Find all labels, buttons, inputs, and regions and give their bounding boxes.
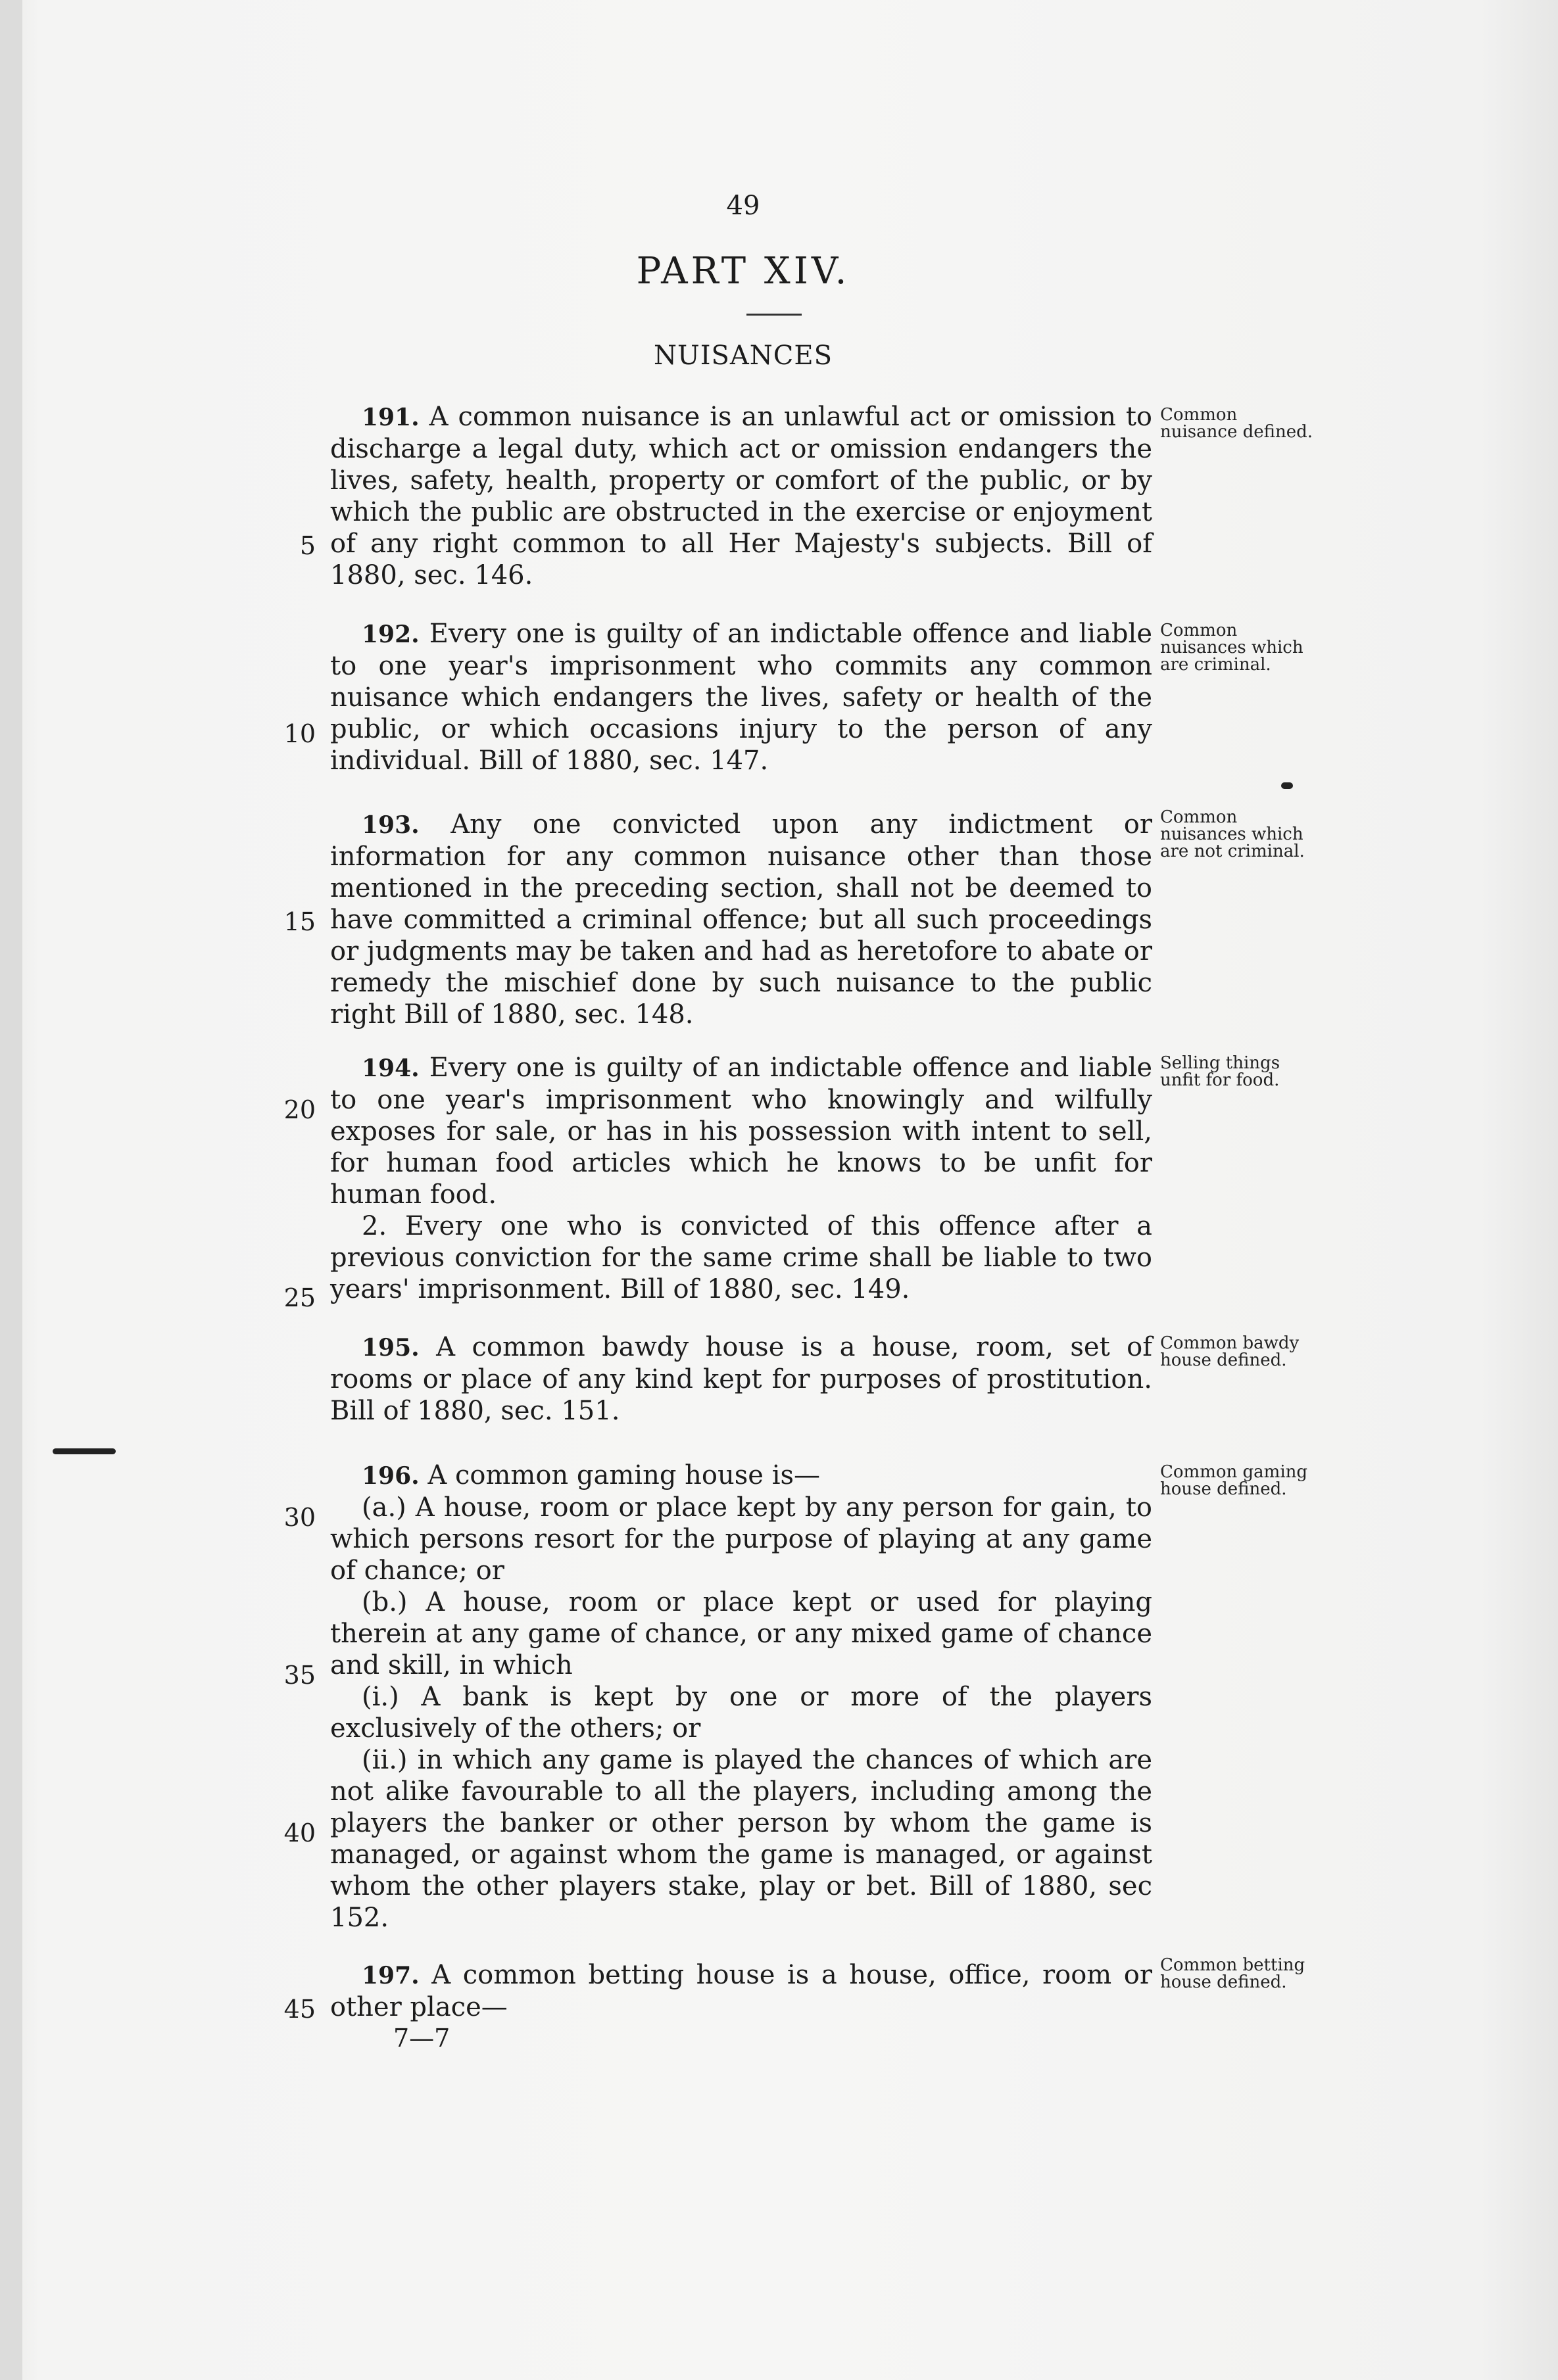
section-text: A common nuisance is an unlawful act or omission to discharge a legal duty, which act or omission endangers the lives, safety, health, property or comfort of the public, or by which the public are obstructed in the exercise or enjoyment of any right common to all Her Majesty's subjects. Bill of 1880, sec. 146.: [330, 402, 1152, 590]
title-rule: [746, 314, 802, 316]
section-heading: NUISANCES: [653, 341, 833, 371]
section-196: [330, 1460, 1152, 1934]
section-197: [330, 1959, 1152, 2023]
page-number: 49: [726, 191, 760, 221]
section-text: Any one convicted upon any indictment or information for any common nuisance other than those mentioned in the preceding section, shall not be deemed to have committed a criminal offence; but all such proceedings or judgments may be taken and had as heretofore to abate or remedy the mischief done by such nuisance to the public right Bill of 1880, sec. 148.: [330, 809, 1152, 1030]
margin-note-195: Common bawdy house defined.: [1160, 1333, 1300, 1370]
line-number: 40: [283, 1819, 316, 1847]
margin-note-191: Common nuisance defined.: [1160, 405, 1313, 442]
section-text: A common bawdy house is a house, room, set of rooms or place of any kind kept for purposes of prostitution. Bill of 1880, sec. 151.: [330, 1332, 1153, 1426]
line-number: 10: [283, 719, 316, 748]
section-number: 192.: [362, 621, 420, 648]
section-192: [330, 618, 1152, 776]
line-number: 45: [283, 1995, 316, 2024]
page-edge-shadow: [0, 0, 22, 2380]
section-subsection: 2. Every one who is convicted of this offence after a previous conviction for the same crime shall be liable to two years' imprisonment. Bill of 1880, sec. 149.: [330, 1211, 1152, 1304]
list-item: (i.) A bank is kept by one or more of the players exclusively of the others; or: [330, 1682, 1152, 1744]
line-number: 5: [299, 531, 316, 560]
signature-mark: 7—7: [393, 2024, 450, 2053]
section-193: [330, 809, 1152, 1030]
section-text: Every one is guilty of an indictable offence and liable to one year's imprisonment who knowingly and wilfully exposes for sale, or has in his possession with intent to sell, for human food articles which he knows to be unfit for human food.: [330, 1053, 1152, 1210]
section-195: [330, 1331, 1152, 1427]
section-text: A common gaming house is—: [427, 1460, 821, 1490]
ink-smudge: [53, 1448, 116, 1454]
margin-note-193: Common nuisances which are not criminal.: [1160, 807, 1305, 861]
section-number: 196.: [362, 1462, 420, 1490]
section-191: [330, 401, 1152, 591]
line-number: 25: [283, 1283, 316, 1312]
margin-note-196: Common gaming house defined.: [1160, 1462, 1308, 1499]
margin-note-194: Selling things unfit for food.: [1160, 1053, 1280, 1090]
section-194: [330, 1052, 1152, 1305]
line-number: 15: [283, 907, 316, 936]
margin-note-197: Common betting house defined.: [1160, 1955, 1305, 1992]
section-number: 193.: [362, 811, 420, 839]
section-text: Every one is guilty of an indictable offence and liable to one year's imprisonment who commits any common nuisance which endangers the lives, safety or health of the public, or which occasions injury to the person of any individual. Bill of 1880, sec. 147.: [330, 619, 1152, 776]
section-number: 197.: [362, 1962, 420, 1989]
section-number: 191.: [362, 404, 420, 431]
section-number: 194.: [362, 1055, 420, 1082]
line-number: 35: [283, 1661, 316, 1690]
section-number: 195.: [362, 1334, 420, 1362]
line-number: 20: [283, 1095, 316, 1124]
margin-note-192: Common nuisances which are criminal.: [1160, 621, 1303, 675]
section-text: A common betting house is a house, office, room or other place—: [330, 1960, 1153, 2022]
ink-smudge: [1281, 782, 1293, 789]
part-title: PART XIV.: [636, 250, 850, 293]
list-item: (b.) A house, room or place kept or used for playing therein at any game of chance, or any mixed game of chance and skill, in which: [330, 1587, 1152, 1680]
line-number: 30: [283, 1503, 316, 1532]
list-item: (a.) A house, room or place kept by any person for gain, to which persons resort for the purpose of playing at any game of chance; or: [330, 1492, 1152, 1586]
list-item: (ii.) in which any game is played the chances of which are not alike favourable to all the players, including among the players the banker or other person by whom the game is managed, or against whom the game is managed, or against whom the other players stake, play or bet. Bill of 1880, sec 152.: [330, 1745, 1152, 1933]
